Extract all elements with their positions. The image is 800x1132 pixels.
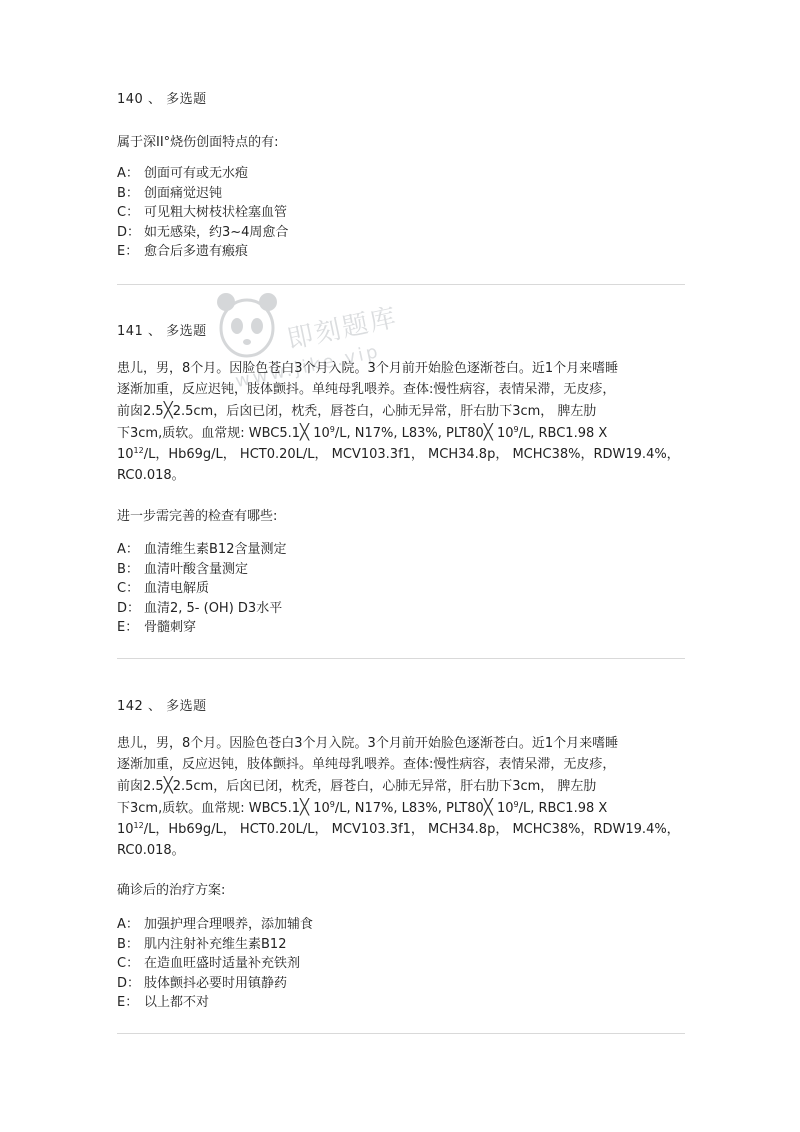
divider — [117, 1033, 685, 1034]
times-sign: ╳ — [300, 423, 310, 441]
option-a[interactable]: A： 血清维生素B12含量测定 — [117, 542, 287, 557]
question-header: 140 、 多选题 — [117, 92, 207, 107]
option-c[interactable]: C： 可见粗大树枝状栓塞血管 — [117, 205, 288, 220]
option-list — [117, 540, 286, 638]
question-stem: 属于深II°烧伤创面特点的有: — [117, 135, 279, 150]
option-d[interactable]: D： 如无感染，约3~4周愈合 — [117, 224, 289, 240]
divider — [117, 284, 685, 285]
times-sign: ╳ — [163, 776, 173, 794]
option-b[interactable]: B： 创面痛觉迟钝 — [117, 185, 223, 201]
option-list — [117, 915, 313, 1013]
option-c[interactable]: C： 血清电解质 — [117, 581, 210, 596]
option-d[interactable]: D： 肢体颤抖必要时用镇静药 — [117, 975, 288, 991]
times-sign: ╳ — [163, 401, 173, 419]
option-a[interactable]: A： 加强护理合理喂养，添加辅食 — [117, 917, 314, 932]
option-e[interactable]: E： 以上都不对 — [117, 995, 210, 1010]
question-header: 142 、 多选题 — [117, 699, 207, 714]
times-sign: ╳ — [483, 798, 493, 816]
watermark-brand: 即刻题库 — [284, 302, 401, 356]
case-description: 患儿，男，8个月。因脸色苍白3个月入院。3个月前开始脸色逐渐苍白。近1个月来嗜睡 逐渐加重，反应迟钝，肢体颤抖。单纯母乳喂养。查体:慢性病容，表情呆滞，无皮疹， 前囱2.5╳2.5cm，后囟已闭，枕秃，唇苍白，心肺无异常，肝右肋下3cm， 脾左肋 下3cm,质软。血常规: WBC5.1╳ $10^9/L$, N17%, L83%, PLT80╳ $10^9/L$, RBC1.98 X $10^{12}/L$，Hb69g/L， HCT0.20L/L， MCV103.3f1， MCH34.8p， MCHC38%，RDW19.4%， RC0.018。 — [117, 361, 680, 483]
panda-logo-icon — [212, 286, 282, 366]
option-e[interactable]: E： 愈合后多遗有瘢痕 — [117, 244, 249, 259]
watermark-url: www.jike.vip — [233, 340, 383, 393]
divider — [117, 658, 685, 659]
option-c[interactable]: C： 在造血旺盛时适量补充铁剂 — [117, 956, 301, 971]
option-b[interactable]: B： 肌内注射补充维生素B12 — [117, 936, 287, 952]
option-a[interactable]: A： 创面可有或无水疱 — [117, 166, 249, 181]
question-stem: 确诊后的治疗方案: — [117, 883, 226, 898]
option-list — [117, 164, 288, 262]
times-sign: ╳ — [483, 423, 493, 441]
option-d[interactable]: D： 血清2, 5- (OH) D3水平 — [117, 600, 283, 616]
option-b[interactable]: B： 血清叶酸含量测定 — [117, 561, 249, 577]
option-e[interactable]: E： 骨髓刺穿 — [117, 620, 197, 635]
case-description: 患儿，男，8个月。因脸色苍白3个月入院。3个月前开始脸色逐渐苍白。近1个月来嗜睡 逐渐加重，反应迟钝，肢体颤抖。单纯母乳喂养。查体:慢性病容，表情呆滞，无皮疹， 前囱2.5╳2.5cm，后囟已闭，枕秃，唇苍白，心肺无异常，肝右肋下3cm， 脾左肋 下3cm,质软。血常规: WBC5.1╳ $10^9/L$, N17%, L83%, PLT80╳ $10^9/L$, RBC1.98 X $10^{12}/L$，Hb69g/L， HCT0.20L/L， MCV103.3f1， MCH34.8p， MCHC38%，RDW19.4%， RC0.018。 — [117, 736, 680, 858]
question-header: 141 、 多选题 — [117, 324, 207, 339]
times-sign: ╳ — [300, 798, 310, 816]
question-stem: 进一步需完善的检查有哪些: — [117, 509, 278, 524]
